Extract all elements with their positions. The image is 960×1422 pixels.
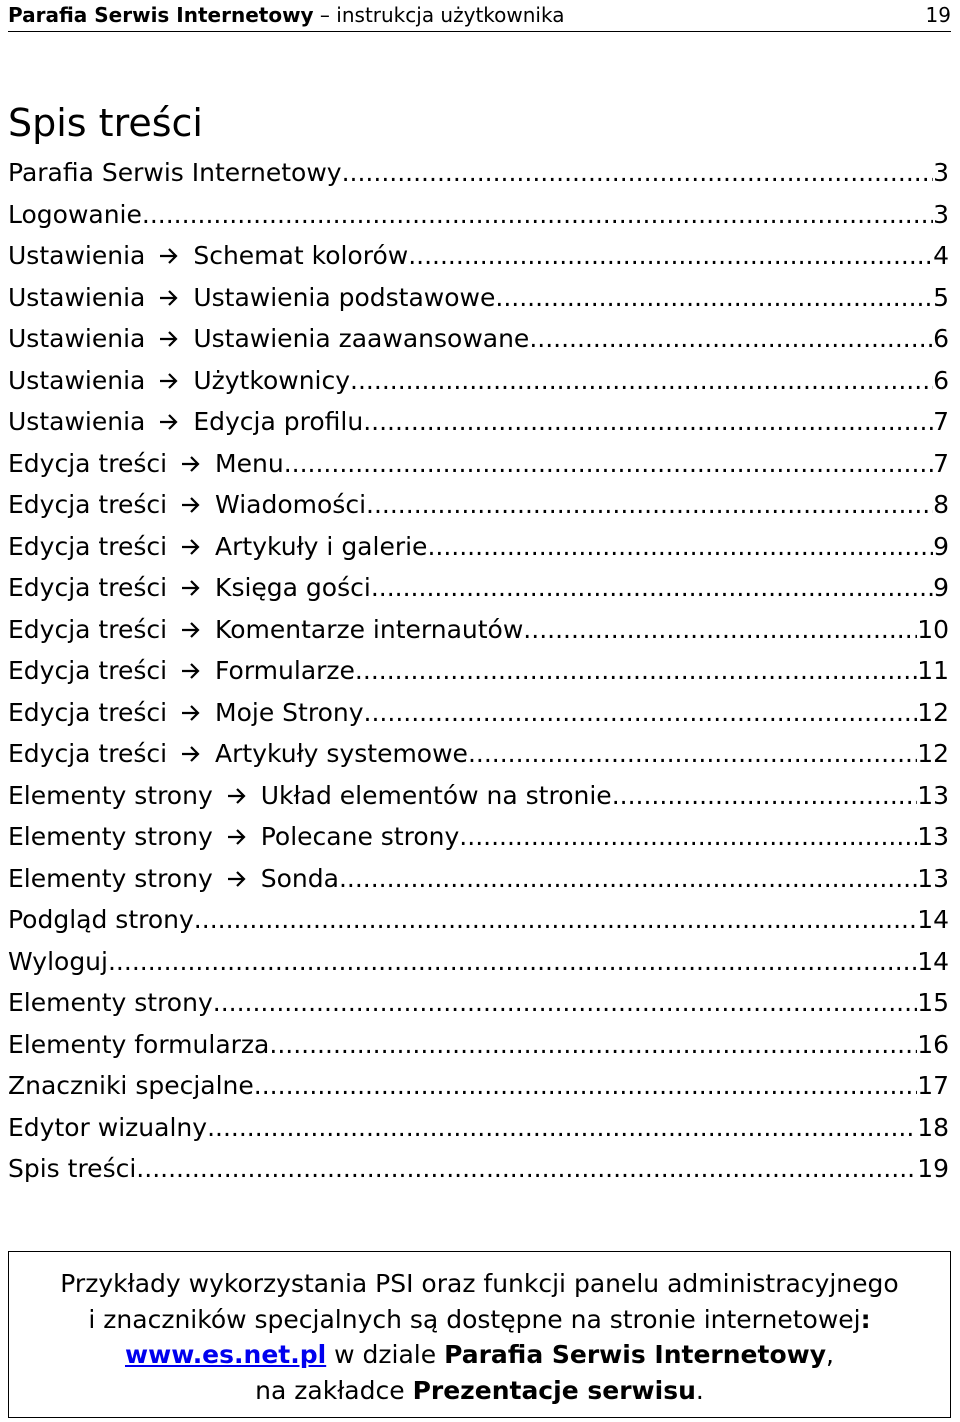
- toc-entry-label: [8, 1024, 269, 1066]
- toc-entry[interactable]: [8, 318, 949, 360]
- toc-entry-subsection: Księga gości: [215, 573, 371, 602]
- toc-entry-section: Edycja treści: [8, 697, 168, 727]
- toc-entry[interactable]: [8, 1148, 949, 1190]
- toc-entry-section: Znaczniki specjalne: [8, 1071, 254, 1100]
- toc-page-number: 8: [933, 490, 949, 519]
- toc-dot-leader: [136, 1148, 917, 1190]
- toc-entry-section: Edycja treści: [8, 614, 168, 644]
- toc-entry-label: [8, 277, 495, 321]
- toc-dot-leader: [363, 401, 933, 443]
- header-title-bold: Parafia Serwis Internetowy: [8, 3, 314, 27]
- toc-entry-label: [8, 567, 371, 611]
- toc-entry-subsection: Edycja profilu: [193, 407, 364, 436]
- right-arrow-icon: [181, 528, 201, 570]
- toc-entry[interactable]: [8, 775, 949, 817]
- right-arrow-icon: [159, 237, 179, 279]
- right-arrow-icon: [159, 279, 179, 321]
- toc-entry-section: Spis treści: [8, 1154, 137, 1183]
- toc-entry-label: [8, 1148, 136, 1190]
- right-arrow-icon: [159, 320, 179, 362]
- right-arrow-icon: [181, 569, 201, 611]
- notice-line-3-bold: Parafia Serwis Internetowy: [444, 1340, 827, 1369]
- toc-page-number: 5: [933, 282, 949, 312]
- toc-dot-leader: [364, 692, 918, 734]
- notice-line-1: Przykłady wykorzystania PSI oraz funkcji panelu administracyjnego: [60, 1269, 899, 1298]
- toc-dot-leader: [339, 858, 917, 900]
- toc-entry[interactable]: [8, 235, 949, 277]
- toc-entry-label: [8, 484, 366, 528]
- toc-entry[interactable]: [8, 360, 949, 402]
- toc-page-number: 13: [917, 780, 949, 810]
- toc-page-number: 13: [917, 863, 949, 893]
- right-arrow-icon: [159, 362, 179, 404]
- toc-entry[interactable]: [8, 401, 949, 443]
- notice-line-3-mid: w dziale: [326, 1340, 445, 1369]
- toc-entry-label: [8, 733, 468, 777]
- notice-line-4-end: .: [695, 1375, 704, 1405]
- right-arrow-icon: [159, 403, 179, 445]
- toc-dot-leader: [350, 360, 933, 402]
- toc-entry[interactable]: [8, 194, 949, 236]
- toc-entry-subsection: Schemat kolorów: [193, 241, 409, 270]
- page-header: [8, 0, 951, 32]
- toc-page-number: 13: [917, 822, 949, 851]
- toc-entry-label: [8, 1065, 254, 1107]
- toc-entry[interactable]: [8, 816, 949, 858]
- toc-entry-section: Wyloguj: [8, 946, 108, 976]
- toc-heading: Spis treści: [8, 101, 203, 145]
- toc-entry-subsection: Artykuły systemowe: [215, 739, 468, 768]
- toc-entry-label: [8, 609, 523, 653]
- right-arrow-icon: [181, 652, 201, 694]
- toc-entry-label: [8, 318, 529, 362]
- toc-entry-subsection: Układ elementów na stronie: [260, 780, 612, 810]
- toc-entry-label: [8, 526, 427, 570]
- toc-entry-subsection: Sonda: [260, 863, 339, 893]
- toc-page-number: 3: [933, 158, 949, 187]
- toc-entry-section: Edycja treści: [8, 448, 168, 478]
- toc-entry-subsection: Artykuły i galerie: [215, 531, 428, 561]
- toc-page-number: 17: [917, 1071, 949, 1100]
- toc-dot-leader: [284, 443, 933, 485]
- table-of-contents: [8, 152, 949, 1190]
- toc-entry[interactable]: [8, 692, 949, 734]
- toc-entry[interactable]: [8, 650, 949, 692]
- toc-page-number: 11: [917, 656, 949, 685]
- notice-box: [8, 1251, 951, 1418]
- toc-entry-section: Ustawienia: [8, 324, 146, 353]
- toc-entry-section: Ustawienia: [8, 241, 146, 270]
- header-title-rest: – instrukcja użytkownika: [313, 3, 565, 27]
- toc-entry-section: Edycja treści: [8, 573, 168, 602]
- toc-page-number: 7: [933, 448, 949, 478]
- toc-dot-leader: [254, 1065, 917, 1107]
- toc-dot-leader: [342, 152, 934, 194]
- toc-entry[interactable]: [8, 277, 949, 319]
- toc-entry-section: Elementy strony: [8, 988, 213, 1017]
- toc-dot-leader: [495, 277, 933, 319]
- toc-page-number: 10: [917, 614, 949, 644]
- toc-page-number: 15: [917, 988, 949, 1017]
- toc-page-number: 19: [917, 1154, 949, 1183]
- toc-entry[interactable]: [8, 1024, 949, 1066]
- right-arrow-icon: [227, 777, 247, 819]
- right-arrow-icon: [181, 445, 201, 487]
- right-arrow-icon: [181, 694, 201, 736]
- toc-entry-section: Elementy strony: [8, 780, 213, 810]
- notice-line-3-end: ,: [826, 1340, 834, 1369]
- toc-entry-section: Logowanie: [8, 199, 142, 229]
- toc-page-number: 12: [917, 739, 949, 768]
- toc-page-number: 3: [933, 199, 949, 229]
- toc-dot-leader: [459, 816, 917, 858]
- website-link[interactable]: www.es.net.pl: [125, 1340, 327, 1369]
- toc-entry[interactable]: [8, 899, 949, 941]
- toc-entry-label: [8, 401, 363, 445]
- toc-entry-label: [8, 858, 339, 902]
- toc-entry-section: Ustawienia: [8, 282, 146, 312]
- right-arrow-icon: [181, 611, 201, 653]
- toc-dot-leader: [213, 982, 917, 1024]
- toc-entry-label: [8, 775, 612, 819]
- toc-dot-leader: [108, 941, 917, 983]
- toc-entry[interactable]: [8, 982, 949, 1024]
- toc-entry-label: [8, 152, 342, 194]
- toc-dot-leader: [427, 526, 933, 568]
- toc-entry[interactable]: [8, 484, 949, 526]
- toc-entry[interactable]: [8, 858, 949, 900]
- toc-page-number: 18: [917, 1112, 949, 1142]
- toc-entry[interactable]: [8, 526, 949, 568]
- toc-dot-leader: [366, 484, 933, 526]
- toc-entry-section: Edycja treści: [8, 739, 168, 768]
- toc-entry-section: Ustawienia: [8, 407, 146, 436]
- right-arrow-icon: [181, 486, 201, 528]
- toc-page-number: 14: [917, 905, 949, 934]
- toc-entry-label: [8, 816, 459, 860]
- toc-page-number: 9: [933, 573, 949, 602]
- notice-line-2-colon: :: [860, 1304, 871, 1334]
- toc-entry-label: [8, 899, 194, 941]
- toc-dot-leader: [355, 650, 917, 692]
- toc-entry-label: [8, 650, 355, 694]
- toc-entry-section: Edycja treści: [8, 531, 168, 561]
- toc-entry[interactable]: [8, 152, 949, 194]
- toc-entry-label: [8, 194, 142, 236]
- toc-page-number: 16: [917, 1029, 949, 1059]
- toc-entry-label: [8, 982, 213, 1024]
- toc-entry-section: Ustawienia: [8, 365, 146, 395]
- toc-dot-leader: [468, 733, 917, 775]
- toc-entry-label: [8, 1107, 207, 1149]
- toc-entry-subsection: Ustawienia zaawansowane: [193, 324, 530, 353]
- toc-page-number: 6: [933, 324, 949, 353]
- toc-entry-subsection: Polecane strony: [260, 822, 460, 851]
- notice-line-3: [9, 1337, 950, 1373]
- toc-entry[interactable]: [8, 941, 949, 983]
- toc-dot-leader: [408, 235, 933, 277]
- right-arrow-icon: [227, 860, 247, 902]
- toc-dot-leader: [194, 899, 917, 941]
- toc-dot-leader: [523, 609, 917, 651]
- toc-entry-subsection: Formularze: [215, 656, 355, 685]
- right-arrow-icon: [227, 818, 247, 860]
- toc-dot-leader: [207, 1107, 917, 1149]
- toc-entry[interactable]: [8, 443, 949, 485]
- toc-entry[interactable]: [8, 1107, 949, 1149]
- toc-entry-subsection: Ustawienia podstawowe: [193, 282, 496, 312]
- toc-entry-label: [8, 360, 350, 404]
- toc-dot-leader: [269, 1024, 917, 1066]
- toc-entry-label: [8, 692, 364, 736]
- toc-entry-subsection: Menu: [215, 448, 284, 478]
- toc-entry[interactable]: [8, 733, 949, 775]
- toc-entry-label: [8, 443, 284, 487]
- header-page-number: 19: [925, 3, 951, 27]
- toc-entry[interactable]: [8, 609, 949, 651]
- toc-entry-label: [8, 235, 408, 279]
- toc-entry-section: Edytor wizualny: [8, 1112, 208, 1142]
- toc-entry-section: Elementy strony: [8, 822, 213, 851]
- toc-page-number: 9: [933, 531, 949, 561]
- toc-entry-subsection: Moje Strony: [215, 697, 364, 727]
- notice-line-4: [9, 1373, 950, 1409]
- toc-entry[interactable]: [8, 567, 949, 609]
- toc-entry-subsection: Użytkownicy: [193, 365, 351, 395]
- toc-page-number: 6: [933, 365, 949, 395]
- toc-entry-section: Elementy strony: [8, 863, 213, 893]
- notice-line-2-text: i znaczników specjalnych są dostępne na stronie internetowej: [88, 1304, 861, 1334]
- toc-dot-leader: [371, 567, 933, 609]
- notice-line-2: [9, 1302, 950, 1338]
- toc-page-number: 4: [933, 241, 949, 270]
- toc-entry-section: Edycja treści: [8, 656, 168, 685]
- toc-entry-section: Edycja treści: [8, 490, 168, 519]
- toc-entry-subsection: Komentarze internautów: [215, 614, 524, 644]
- toc-entry-subsection: Wiadomości: [215, 490, 367, 519]
- toc-entry[interactable]: [8, 1065, 949, 1107]
- toc-page-number: 7: [933, 407, 949, 436]
- toc-dot-leader: [612, 775, 918, 817]
- toc-dot-leader: [529, 318, 933, 360]
- toc-dot-leader: [142, 194, 933, 236]
- toc-entry-label: [8, 941, 108, 983]
- notice-line-4-bold: Prezentacje serwisu: [412, 1375, 696, 1405]
- toc-entry-section: Podgląd strony: [8, 905, 194, 934]
- toc-page-number: 14: [917, 946, 949, 976]
- right-arrow-icon: [181, 735, 201, 777]
- toc-page-number: 12: [917, 697, 949, 727]
- toc-entry-section: Elementy formularza: [8, 1029, 270, 1059]
- toc-entry-section: Parafia Serwis Internetowy: [8, 158, 342, 187]
- notice-line-4-text: na zakładce: [255, 1375, 413, 1405]
